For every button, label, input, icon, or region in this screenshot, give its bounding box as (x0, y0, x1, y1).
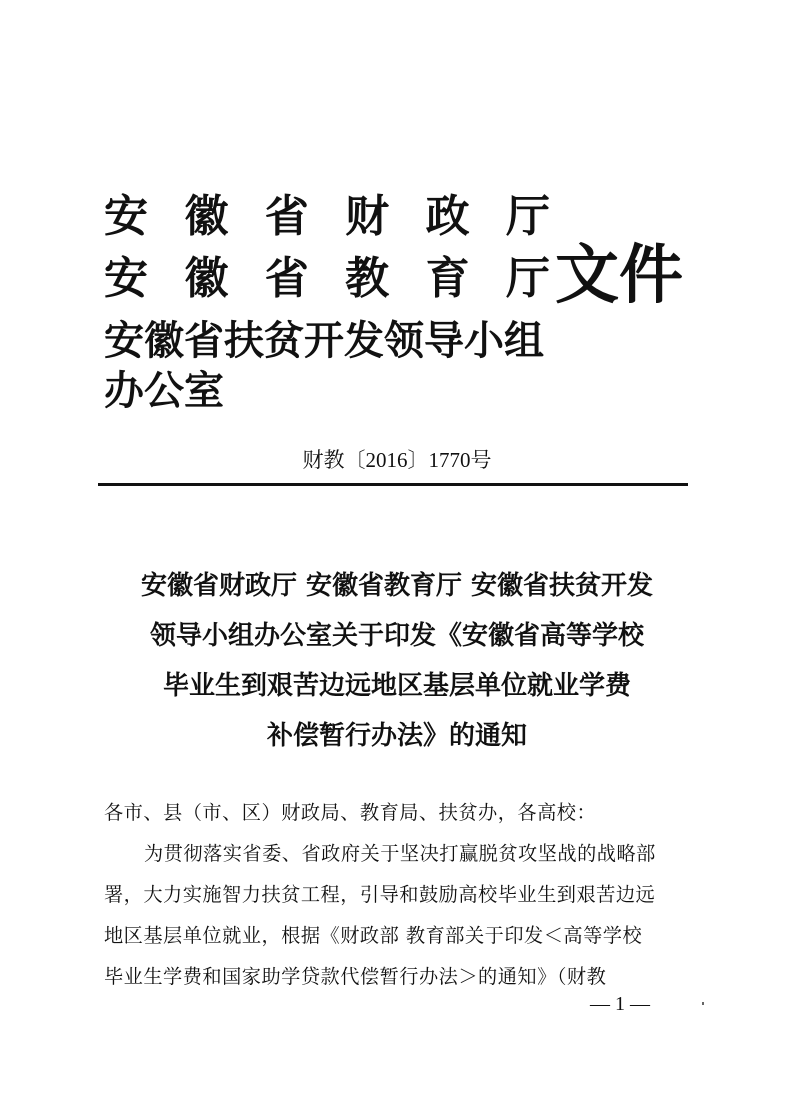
doc-number-year: 〔2016〕 (344, 448, 429, 472)
issuer-line-poverty-office: 安徽省扶贫开发领导小组办公室 (104, 317, 544, 414)
body-line: 毕业生学费和国家助学贷款代偿暂行办法＞的通知》（财教 (104, 965, 607, 988)
document-number (0, 446, 794, 474)
issuer-char: 徽 (184, 191, 229, 242)
header-divider-rule (98, 483, 688, 486)
document-title (0, 561, 794, 761)
issuer-char: 安 (104, 191, 148, 242)
issuer-line-education (104, 254, 550, 304)
issuer-char: 教 (345, 253, 390, 304)
scan-speck (702, 1002, 704, 1005)
issuer-char: 财 (345, 191, 390, 242)
doc-number-suffix: 号 (470, 448, 492, 472)
document-body (104, 792, 692, 997)
issuer-char: 安 (104, 253, 148, 304)
title-line: 毕业生到艰苦边远地区基层单位就业学费 (162, 671, 631, 701)
title-line: 领导小组办公室关于印发《安徽省高等学校 (149, 621, 644, 651)
issuer-char: 政 (425, 191, 470, 242)
issuer-char: 厅 (505, 191, 550, 242)
issuer-char: 厅 (505, 253, 550, 304)
title-line: 补偿暂行办法》的通知 (266, 721, 527, 751)
issuer-char: 徽 (184, 253, 229, 304)
document-type-label: 文件 (555, 238, 683, 313)
issuer-line-finance (104, 192, 550, 242)
body-line: 地区基层单位就业，根据《财政部 教育部关于印发＜高等学校 (104, 924, 643, 947)
doc-number-value: 1770 (428, 448, 471, 472)
issuer-char: 省 (264, 253, 309, 304)
title-line: 安徽省财政厅 安徽省教育厅 安徽省扶贫开发 (140, 571, 654, 601)
body-line: 署，大力实施智力扶贫工程，引导和鼓励高校毕业生到艰苦边远 (104, 883, 656, 906)
doc-number-prefix: 财教 (302, 448, 345, 472)
issuer-char: 省 (264, 191, 309, 242)
page-number: — 1 — (590, 993, 650, 1015)
body-line: 为贯彻落实省委、省政府关于坚决打赢脱贫攻坚战的战略部 (144, 842, 656, 865)
salutation: 各市、县（市、区）财政局、教育局、扶贫办，各高校： (104, 801, 597, 824)
issuer-char: 育 (425, 253, 470, 304)
